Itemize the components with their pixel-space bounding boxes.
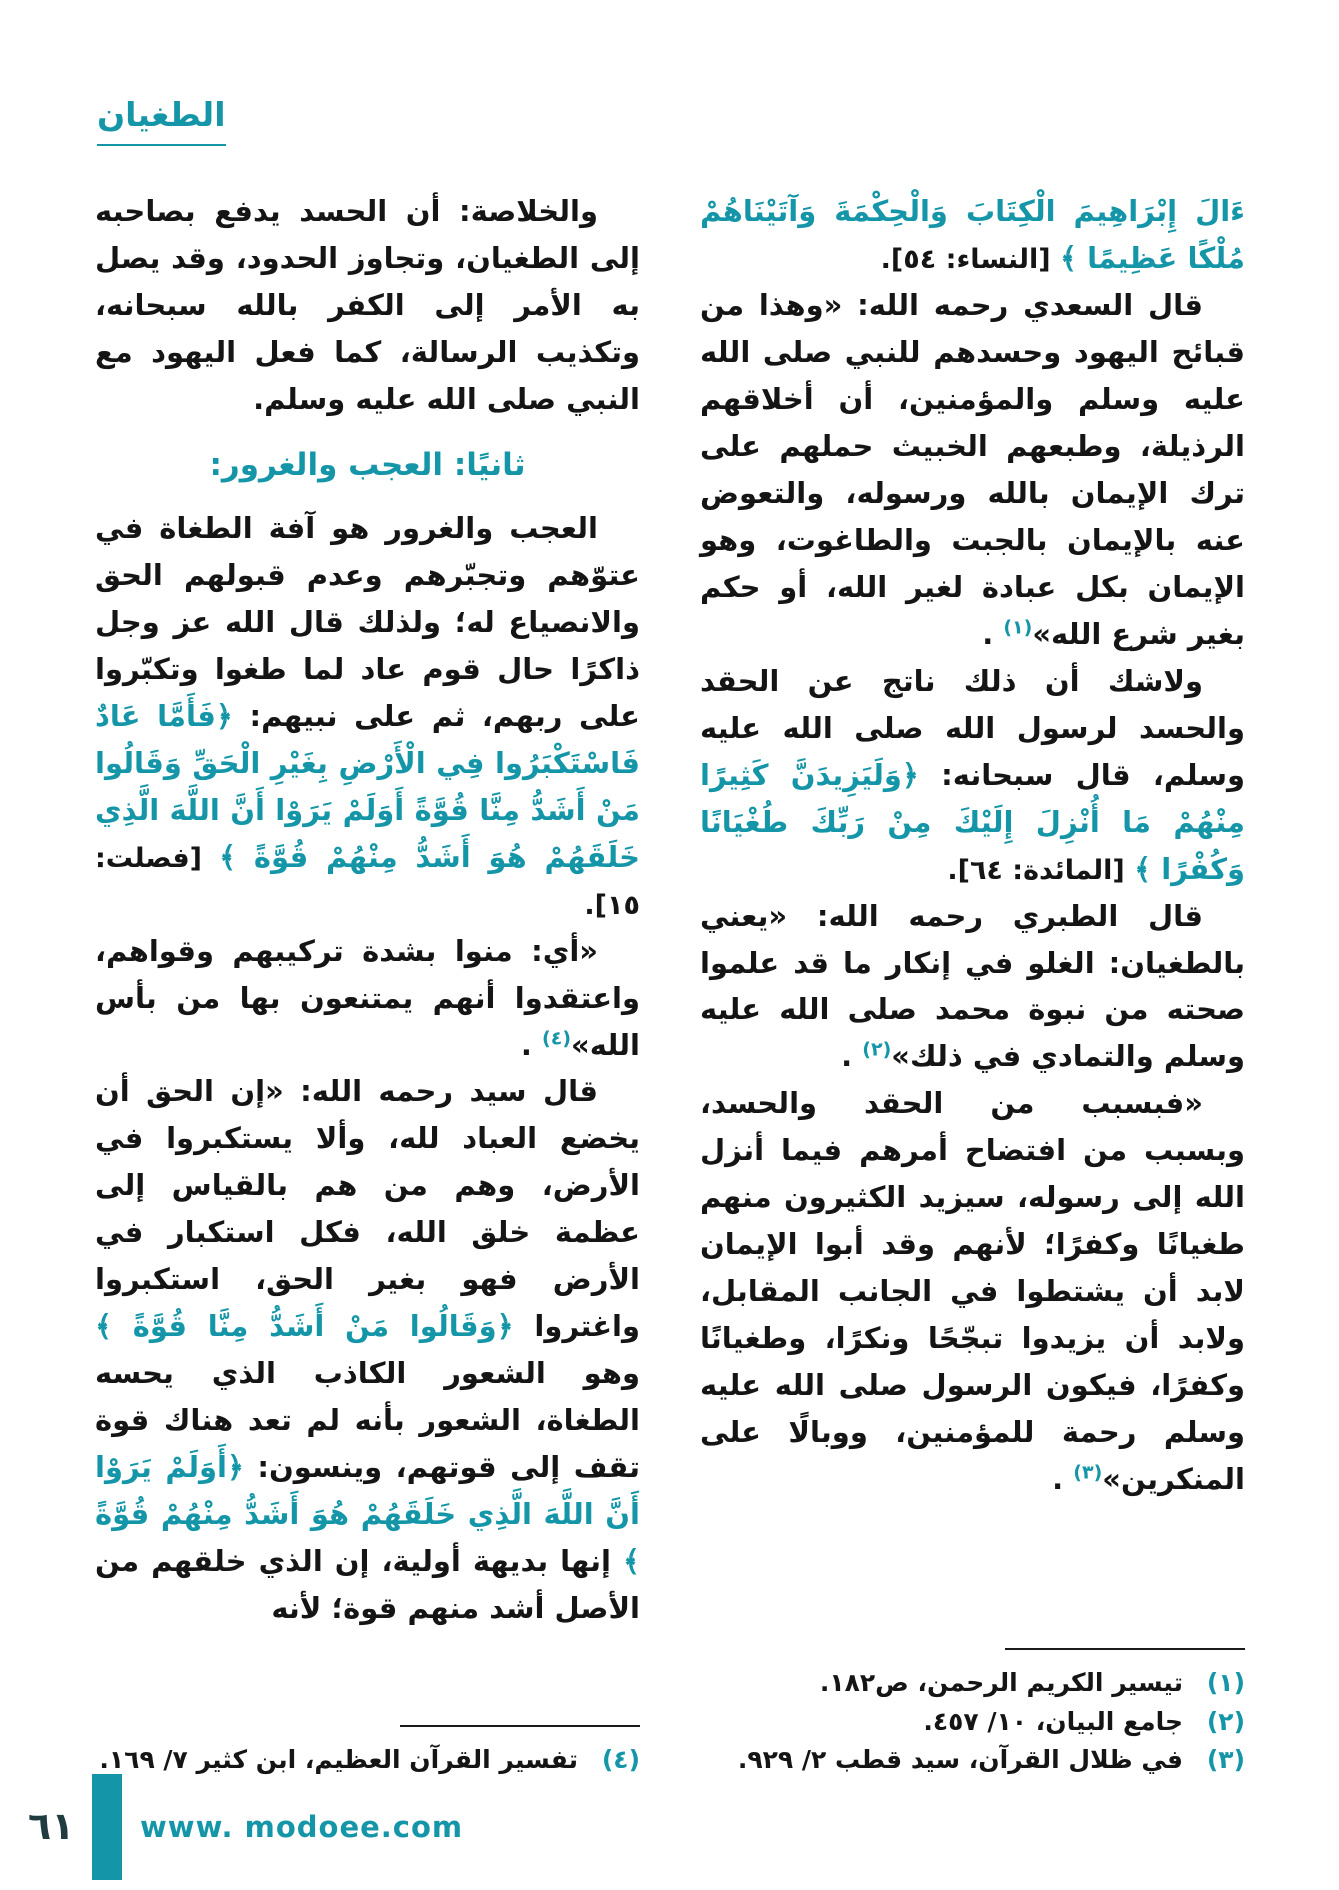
text-run: . (982, 616, 1004, 651)
paragraph-sayyid-quote (95, 1068, 640, 1632)
footnote-text: في ظلال القرآن، سيد قطب ٢/ ٩٢٩. (737, 1745, 1183, 1775)
text-run: وهو الشعور الكاذب الذي يحسه الطغاة، الشعور بأنه لم تعد هناك قوة تقف إلى قوتهم، وينسون: (95, 1356, 640, 1485)
text-run: إنها بديهة أولية، إن الذي خلقهم من الأصل أشد منهم قوة؛ لأنه (95, 1544, 640, 1626)
paragraph-saadi-quote (700, 282, 1245, 658)
footnote-marker: (٢) (862, 1038, 892, 1061)
verse-reference: [النساء: ٥٤]. (880, 243, 1061, 275)
column-left (95, 188, 640, 1780)
footnote-number: (٤) (601, 1745, 640, 1775)
column-right (700, 188, 1245, 1780)
quran-verse: ﴿وَقَالُوا مَنْ أَشَدُّ مِنَّا قُوَّةً ﴾ (95, 1309, 514, 1344)
paragraph-quran-continuation (700, 188, 1245, 282)
text-run: العجب والغرور هو آفة الطغاة في عتوّهم وتجبّرهم وعدم قبولهم الحق والانصياع له؛ ولذلك قال الله عز وجل ذاكرًا حال قوم عاد لما طغوا وتكبّروا على ربهم، ثم على نبيهم: (95, 510, 640, 733)
page-number: ٦١ (28, 1804, 75, 1848)
footer-accent-bar (92, 1774, 122, 1880)
text-run: قال سيد رحمه الله: «إن الحق أن يخضع العباد لله، وألا يستكبروا في الأرض، وهم من هم بالقياس إلى عظمة خلق الله، فكل استكبار في الأرض فهو بغير الحق، استكبروا واغتروا (95, 1074, 640, 1344)
footnote-marker: (٣) (1073, 1461, 1103, 1484)
verse-reference: [فصلت: ١٥]. (95, 842, 640, 921)
verse-reference: [المائدة: ٦٤]. (947, 854, 1135, 886)
footnote-number: (٢) (1206, 1706, 1245, 1736)
text-run: . (1052, 1462, 1074, 1497)
footnote-number: (١) (1206, 1667, 1245, 1697)
footnote-number: (٣) (1206, 1745, 1245, 1775)
page-title: الطغيان (97, 95, 226, 146)
footnote-item (700, 1703, 1245, 1742)
footnote-text: تفسير القرآن العظيم، ابن كثير ٧/ ١٦٩. (99, 1745, 578, 1775)
text-run: «فبسبب من الحقد والحسد، وبسبب من افتضاح أمرهم فيما أنزل الله إلى رسوله، سيزيد الكثيرون منهم طغيانًا وكفرًا؛ لأنهم وقد أبوا الإيمان لابد أن يشتطوا في الجانب المقابل، ولابد أن يزيدوا تبجّحًا ونكرًا، وطغيانًا وكفرًا، فيكون الرسول صلى الله عليه وسلم رحمة للمؤمنين، ووبالًا على المنكرين» (700, 1086, 1245, 1497)
paragraph-summary (95, 188, 640, 423)
footnote-text: تيسير الكريم الرحمن، ص١٨٢. (819, 1667, 1183, 1697)
text-run: «أي: منوا بشدة تركيبهم وقواهم، واعتقدوا أنهم يمتنعون بها من بأس الله» (95, 933, 640, 1062)
text-run: . (841, 1039, 863, 1074)
text-run: قال الطبري رحمه الله: «يعني بالطغيان: الغلو في إنكار ما قد علموا صحته من نبوة محمد صلى الله عليه وسلم والتمادي في ذلك» (700, 898, 1245, 1074)
footnote-marker: (٤) (542, 1026, 571, 1049)
quran-verse: ﴿أَوَلَمْ يَرَوْا أَنَّ اللَّهَ الَّذِي خَلَقَهُمْ هُوَ أَشَدُّ مِنْهُمْ قُوَّةً ﴾ (95, 1450, 640, 1579)
text-run: ولاشك أن ذلك ناتج عن الحقد والحسد لرسول الله صلى الله عليه وسلم، قال سبحانه: (700, 663, 1245, 792)
paragraph-hasad-verse (700, 658, 1245, 893)
footnote-item (700, 1741, 1245, 1780)
quran-verse: ﴿وَلَيَزِيدَنَّ كَثِيرًا مِنْهُمْ مَا أُنْزِلَ إِلَيْكَ مِنْ رَبِّكَ طُغْيَانًا وَكُفْرًا ﴾ (700, 757, 1245, 886)
paragraph-tabari-quote (700, 893, 1245, 1081)
quran-verse: ﴿فَأَمَّا عَادٌ فَاسْتَكْبَرُوا فِي الْأَرْضِ بِغَيْرِ الْحَقِّ وَقَالُوا مَنْ أَشَدُّ مِنَّا قُوَّةً أَوَلَمْ يَرَوْا أَنَّ اللَّهَ الَّذِي خَلَقَهُمْ هُوَ أَشَدُّ مِنْهُمْ قُوَّةً ﴾ (95, 698, 640, 874)
footnote-text: جامع البيان، ١٠/ ٤٥٧. (923, 1706, 1183, 1736)
paragraph-aad-verse (95, 505, 640, 928)
paragraph-tafsir-quote (95, 928, 640, 1069)
text-run: قال السعدي رحمه الله: «وهذا من قبائح اليهود وحسدهم للنبي صلى الله عليه وسلم والمؤمنين، أن أخلاقهم الرذيلة، وطبعهم الخبيث حملهم على ترك الإيمان بالله ورسوله، والتعوض عنه بالإيمان بالجبت والطاغوت، وهو الإيمان بكل عبادة لغير الله، أو حكم بغير شرع الله» (700, 287, 1245, 651)
footnote-item (95, 1741, 640, 1780)
text-run: والخلاصة: أن الحسد يدفع بصاحبه إلى الطغيان، وتجاوز الحدود، وقد يصل به الأمر إلى الكفر بالله سبحانه، وتكذيب الرسالة، كما فعل اليهود مع النبي صلى الله عليه وسلم. (95, 194, 640, 416)
section-heading-ujb-ghurur: ثانيًا: العجب والغرور: (209, 446, 526, 483)
paragraph-qutb-quote (700, 1080, 1245, 1503)
page-body (95, 188, 1245, 1780)
quran-verse: ءَالَ إِبْرَاهِيمَ الْكِتَابَ وَالْحِكْمَةَ وَآتَيْنَاهُمْ مُلْكًا عَظِيمًا ﴾ (700, 194, 1245, 275)
footnote-separator (400, 1725, 640, 1727)
footnote-item (700, 1664, 1245, 1703)
footnotes-left (95, 1711, 640, 1780)
footnote-marker: (١) (1003, 616, 1033, 639)
footnotes-right (700, 1634, 1245, 1780)
website-url: www. modoee.com (140, 1810, 464, 1844)
text-run: . (520, 1027, 543, 1062)
running-header (97, 95, 226, 146)
footnote-separator (1005, 1648, 1245, 1650)
